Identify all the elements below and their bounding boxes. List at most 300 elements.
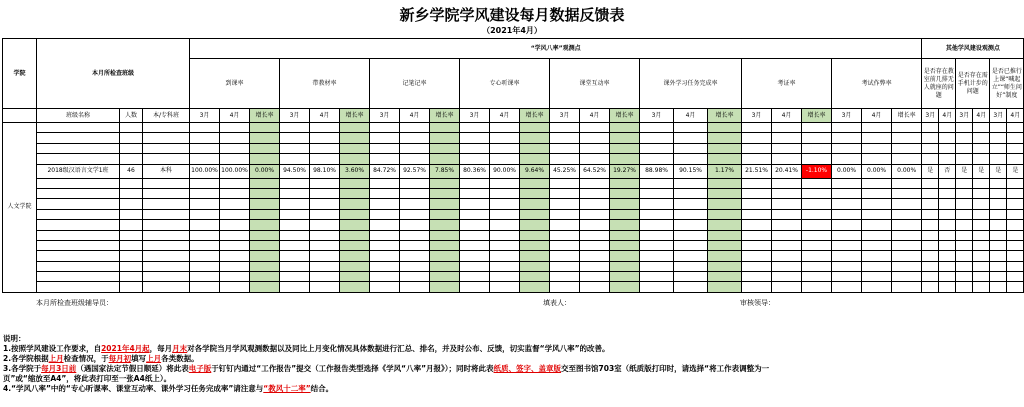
rate-header-cheating: 考试作弊率 [832, 59, 922, 109]
rate-m4-cell [862, 282, 892, 292]
notes-section [3, 334, 1023, 394]
growth-header: 增长率 [610, 109, 640, 123]
note-text: 填写 [131, 354, 147, 363]
rate-growth-cell [892, 178, 922, 188]
rate-m4-cell [862, 133, 892, 143]
rate-m3-cell [190, 188, 220, 198]
rate-growth-cell [610, 123, 640, 133]
rate-m3-cell [370, 123, 400, 133]
other-point-cell [922, 133, 939, 143]
rate-m3-cell [640, 209, 674, 219]
rate-m4-cell [490, 261, 520, 271]
rate-m4-cell [400, 230, 430, 240]
rate-growth-cell [802, 230, 832, 240]
rate-growth-cell [892, 251, 922, 261]
rate-m4-cell [220, 209, 250, 219]
rate-growth-cell [610, 261, 640, 271]
rate-growth-cell [802, 143, 832, 153]
rate-m4-cell [772, 188, 802, 198]
rate-m4-cell [310, 143, 340, 153]
rate-growth-cell [802, 154, 832, 164]
rate-m3-cell [742, 123, 772, 133]
rate-m3-cell [832, 133, 862, 143]
rate-m4-cell [490, 220, 520, 230]
other-point-cell [990, 230, 1007, 240]
rate-m3-cell [550, 143, 580, 153]
month-header: 4月 [1007, 109, 1024, 123]
rate-m3-cell [832, 251, 862, 261]
rate-growth-cell [802, 199, 832, 209]
other-point-cell: 是 [990, 164, 1007, 178]
rate-m3-cell [460, 123, 490, 133]
other-point-cell [990, 261, 1007, 271]
rate-m4-cell [490, 188, 520, 198]
rate-m3-cell [550, 240, 580, 250]
rate-m3-cell [460, 143, 490, 153]
page-subtitle: （2021年4月） [482, 26, 542, 35]
other-point-cell [956, 199, 973, 209]
class-name-cell: 2018级汉语言文学1班 [37, 164, 120, 178]
rate-m3-cell [832, 230, 862, 240]
rate-m3-cell [550, 282, 580, 292]
eight-rates-header: “学风八率”观测点 [190, 39, 922, 59]
class-name-cell [37, 199, 120, 209]
rate-growth-cell [340, 282, 370, 292]
other-point-cell [939, 282, 956, 292]
rate-m3-cell [280, 230, 310, 240]
level-cell [143, 143, 190, 153]
other-point-cell [1007, 261, 1024, 271]
rate-m4-cell [400, 178, 430, 188]
rate-m3-cell [832, 240, 862, 250]
other-point-cell [1007, 154, 1024, 164]
rate-growth-cell [520, 199, 550, 209]
other-point-cell [1007, 199, 1024, 209]
other-point-cell [990, 240, 1007, 250]
level-cell: 本科 [143, 164, 190, 178]
rate-m4-cell [220, 240, 250, 250]
rate-m4-cell [490, 199, 520, 209]
table-body [3, 123, 1024, 293]
rate-growth-cell [520, 230, 550, 240]
rate-m4-cell [310, 133, 340, 143]
class-name-cell [37, 272, 120, 282]
table-row-empty [3, 178, 1024, 188]
other-points-header: 其他学风建设观测点 [922, 39, 1024, 59]
rate-m3-cell [460, 188, 490, 198]
rate-m4-cell [220, 133, 250, 143]
other-point-cell [990, 251, 1007, 261]
other-point-cell [956, 133, 973, 143]
rate-growth-cell [708, 123, 742, 133]
rate-m3-cell [640, 251, 674, 261]
other-point-cell [973, 282, 990, 292]
rate-m3-cell [640, 123, 674, 133]
rate-m3-cell [832, 209, 862, 219]
rate-m4-cell [580, 188, 610, 198]
count-cell [120, 199, 143, 209]
rate-m4-cell [400, 240, 430, 250]
rate-m4-cell [580, 240, 610, 250]
rate-m3-cell [190, 123, 220, 133]
note-3 [3, 364, 1023, 374]
other-point-cell [990, 143, 1007, 153]
rate-m3-cell [832, 282, 862, 292]
rate-growth-cell [892, 261, 922, 271]
rate-m3-cell [832, 220, 862, 230]
rate-growth-cell [610, 143, 640, 153]
rate-m3-cell [460, 133, 490, 143]
rate-m4-cell [772, 272, 802, 282]
rate-m3-cell [190, 240, 220, 250]
rate-m3-cell: 0.00% [832, 164, 862, 178]
rate-growth-cell [430, 154, 460, 164]
note-text: 各类数据。 [161, 354, 199, 363]
other-point-cell [956, 188, 973, 198]
rate-m4-cell [674, 154, 708, 164]
rate-m3-cell [832, 154, 862, 164]
other-point-cell [922, 188, 939, 198]
rate-m3-cell [280, 199, 310, 209]
rate-growth-cell: 7.85% [430, 164, 460, 178]
note-highlight: 月末 [172, 344, 188, 353]
other-point-cell [990, 272, 1007, 282]
rate-m3-cell [742, 282, 772, 292]
class-name-cell [37, 178, 120, 188]
note-highlight: 纸质、签字、盖章版 [493, 364, 562, 373]
rate-growth-cell [802, 123, 832, 133]
filler-signature-label: 填表人： [543, 299, 571, 307]
other-point-cell [956, 123, 973, 133]
rate-m4-cell [310, 154, 340, 164]
rate-m3-cell [550, 178, 580, 188]
rate-m3-cell [370, 282, 400, 292]
note-highlight: 上月 [146, 354, 162, 363]
rate-growth-cell [430, 123, 460, 133]
rate-m3-cell [280, 240, 310, 250]
other-point-cell [922, 240, 939, 250]
rate-m3-cell [742, 154, 772, 164]
rate-m3-cell [190, 220, 220, 230]
other-point-cell: 是 [1007, 164, 1024, 178]
other-point-cell [1007, 240, 1024, 250]
rate-growth-cell [250, 251, 280, 261]
month-header: 4月 [772, 109, 802, 123]
other-point-cell [956, 240, 973, 250]
other-point-cell [973, 188, 990, 198]
rate-m4-cell [310, 220, 340, 230]
rate-m3-cell [742, 188, 772, 198]
note-highlight: 每月3日前 [41, 364, 77, 373]
rate-m3-cell [370, 240, 400, 250]
rate-m4-cell [580, 133, 610, 143]
rate-m3-cell [190, 133, 220, 143]
rate-m4-cell [220, 261, 250, 271]
rate-m4-cell [400, 272, 430, 282]
other-point-cell [990, 220, 1007, 230]
rate-growth-cell [802, 261, 832, 271]
rate-m3-cell [370, 178, 400, 188]
rate-m3-cell [640, 133, 674, 143]
rate-growth-cell [708, 240, 742, 250]
rate-growth-cell [340, 230, 370, 240]
rate-growth-cell [708, 261, 742, 271]
rate-m4-cell [220, 154, 250, 164]
rate-growth-cell [430, 199, 460, 209]
rate-growth-cell [340, 178, 370, 188]
other-header-stand-greet: 是否已推行上课“喊起立”“师生问好”制度 [990, 59, 1024, 109]
other-point-cell [956, 209, 973, 219]
rate-m3-cell [460, 199, 490, 209]
rate-growth-cell [430, 230, 460, 240]
rate-growth-cell [610, 251, 640, 261]
table-row-empty [3, 123, 1024, 133]
other-point-cell [956, 282, 973, 292]
rate-m3-cell [280, 133, 310, 143]
rate-growth-cell [520, 188, 550, 198]
rate-growth-cell [250, 143, 280, 153]
rate-growth-cell [340, 123, 370, 133]
rate-growth-cell [892, 240, 922, 250]
rate-m3-cell [742, 199, 772, 209]
count-cell [120, 188, 143, 198]
other-point-cell [1007, 123, 1024, 133]
rate-m3-cell [742, 209, 772, 219]
rate-m3-cell [742, 251, 772, 261]
rate-m4-cell [490, 282, 520, 292]
rate-m3-cell [460, 261, 490, 271]
note-text: 交至图书馆703室（纸质版打印时，请选择“将工作表调整为一 [561, 364, 770, 373]
other-point-cell [973, 261, 990, 271]
rate-m3-cell [190, 230, 220, 240]
class-name-cell [37, 230, 120, 240]
rate-m4-cell [674, 199, 708, 209]
other-point-cell [922, 154, 939, 164]
rate-m3-cell [280, 261, 310, 271]
count-cell [120, 282, 143, 292]
rate-m3-cell [280, 220, 310, 230]
rate-m4-cell [220, 188, 250, 198]
other-point-cell [973, 230, 990, 240]
other-header-front-rows: 是否存在教室前几排无人就座的问题 [922, 59, 956, 109]
college-col-spacer [3, 109, 37, 123]
rate-m3-cell [190, 251, 220, 261]
rate-growth-cell [250, 178, 280, 188]
rate-growth-cell [340, 220, 370, 230]
rate-m4-cell [400, 143, 430, 153]
rate-m4-cell [490, 272, 520, 282]
rate-m3-cell [370, 261, 400, 271]
note-text: 2.各学院根据 [3, 354, 49, 363]
rate-m4-cell [310, 199, 340, 209]
other-point-cell [1007, 143, 1024, 153]
rate-m4-cell [674, 143, 708, 153]
rate-growth-cell [892, 272, 922, 282]
table-row-empty [3, 282, 1024, 292]
rate-growth-cell [892, 188, 922, 198]
rate-m3-cell: 21.51% [742, 164, 772, 178]
count-cell [120, 154, 143, 164]
level-cell [143, 220, 190, 230]
rate-m3-cell: 45.25% [550, 164, 580, 178]
rate-m4-cell [490, 209, 520, 219]
rate-growth-cell [802, 178, 832, 188]
month-header: 4月 [862, 109, 892, 123]
rate-growth-cell [430, 282, 460, 292]
rate-m4-cell [220, 178, 250, 188]
rate-m3-cell: 80.36% [460, 164, 490, 178]
rate-m3-cell [280, 123, 310, 133]
rate-growth-cell: 1.17% [708, 164, 742, 178]
other-point-cell [973, 133, 990, 143]
class-name-cell [37, 133, 120, 143]
note-text: 检查情况，于 [63, 354, 109, 363]
rate-m4-cell [862, 154, 892, 164]
growth-header: 增长率 [250, 109, 280, 123]
month-header: 3月 [550, 109, 580, 123]
rate-growth-cell [430, 251, 460, 261]
class-name-cell [37, 251, 120, 261]
rate-m4-cell [674, 230, 708, 240]
other-point-cell: 是 [922, 164, 939, 178]
rate-growth-cell [340, 188, 370, 198]
rate-m3-cell [742, 272, 772, 282]
rate-m3-cell [550, 230, 580, 240]
note-1 [3, 344, 1023, 354]
other-point-cell [939, 133, 956, 143]
rate-m3-cell [550, 199, 580, 209]
rate-m3-cell [280, 251, 310, 261]
count-cell [120, 209, 143, 219]
month-header: 3月 [742, 109, 772, 123]
rate-m3-cell [460, 178, 490, 188]
rate-growth-cell [892, 133, 922, 143]
month-header: 4月 [310, 109, 340, 123]
count-cell [120, 123, 143, 133]
other-point-cell [939, 251, 956, 261]
other-point-cell [939, 272, 956, 282]
rate-m4-cell [862, 230, 892, 240]
other-point-cell [939, 143, 956, 153]
rate-m3-cell [190, 272, 220, 282]
rate-m3-cell [280, 282, 310, 292]
col-class-name: 班级名称 [37, 109, 120, 123]
rate-m3-cell [190, 154, 220, 164]
rate-m4-cell [862, 220, 892, 230]
rate-m3-cell [640, 230, 674, 240]
rate-m3-cell [550, 133, 580, 143]
rate-growth-cell [520, 154, 550, 164]
rate-growth-cell [340, 133, 370, 143]
rate-m4-cell [220, 272, 250, 282]
rate-m4-cell [862, 178, 892, 188]
count-cell [120, 251, 143, 261]
other-point-cell [1007, 220, 1024, 230]
level-cell [143, 282, 190, 292]
rate-m4-cell [310, 188, 340, 198]
level-cell [143, 199, 190, 209]
count-cell: 46 [120, 164, 143, 178]
rate-m4-cell [772, 123, 802, 133]
table-row-empty [3, 230, 1024, 240]
other-point-cell [956, 230, 973, 240]
rate-m3-cell [370, 230, 400, 240]
rate-m3-cell [460, 272, 490, 282]
rate-m4-cell [400, 251, 430, 261]
count-cell [120, 133, 143, 143]
rate-m4-cell [490, 240, 520, 250]
other-point-cell [939, 199, 956, 209]
rate-m3-cell [370, 154, 400, 164]
table-row-empty [3, 209, 1024, 219]
rate-m4-cell [862, 240, 892, 250]
rate-growth-cell [340, 209, 370, 219]
rate-m3-cell [640, 154, 674, 164]
rate-m3-cell: 100.00% [190, 164, 220, 178]
other-point-cell [1007, 178, 1024, 188]
rate-m4-cell [772, 261, 802, 271]
month-header: 3月 [190, 109, 220, 123]
rate-growth-cell [708, 272, 742, 282]
col-level: 本/专科班 [143, 109, 190, 123]
table-row-empty [3, 133, 1024, 143]
rate-growth-cell [250, 261, 280, 271]
rate-m4-cell [674, 282, 708, 292]
class-name-cell [37, 188, 120, 198]
rate-m3-cell [640, 188, 674, 198]
rate-m4-cell: 100.00% [220, 164, 250, 178]
rate-m4-cell: 20.41% [772, 164, 802, 178]
class-name-cell [37, 282, 120, 292]
rate-m4-cell [490, 133, 520, 143]
rate-m3-cell [742, 261, 772, 271]
rate-growth-cell [250, 240, 280, 250]
rate-m4-cell [580, 154, 610, 164]
notes-label: 说明： [3, 334, 26, 343]
note-text: ，每月 [149, 344, 173, 353]
rate-growth-cell [610, 154, 640, 164]
rate-m3-cell [640, 261, 674, 271]
rate-m4-cell [580, 178, 610, 188]
rate-m4-cell [400, 188, 430, 198]
rate-m3-cell [640, 272, 674, 282]
rate-m3-cell [550, 251, 580, 261]
rate-m4-cell [310, 251, 340, 261]
rate-m4-cell [400, 199, 430, 209]
rate-m3-cell [640, 240, 674, 250]
month-header: 3月 [832, 109, 862, 123]
note-text: 结合。 [310, 384, 334, 393]
rate-m4-cell [772, 178, 802, 188]
rate-growth-cell [610, 220, 640, 230]
rate-header-textbook: 带教材率 [280, 59, 370, 109]
rate-growth-cell [610, 209, 640, 219]
rate-m3-cell [640, 199, 674, 209]
rate-m4-cell [580, 220, 610, 230]
rate-growth-cell [520, 143, 550, 153]
rate-m4-cell [400, 261, 430, 271]
rate-m3-cell [280, 178, 310, 188]
month-header: 3月 [640, 109, 674, 123]
rate-m3-cell [370, 188, 400, 198]
other-point-cell [956, 154, 973, 164]
level-cell [143, 209, 190, 219]
rate-header-homework: 课外学习任务完成率 [640, 59, 742, 109]
rate-m4-cell [862, 199, 892, 209]
rate-header-focus: 专心听课率 [460, 59, 550, 109]
other-point-cell [939, 230, 956, 240]
rate-growth-cell [708, 133, 742, 143]
